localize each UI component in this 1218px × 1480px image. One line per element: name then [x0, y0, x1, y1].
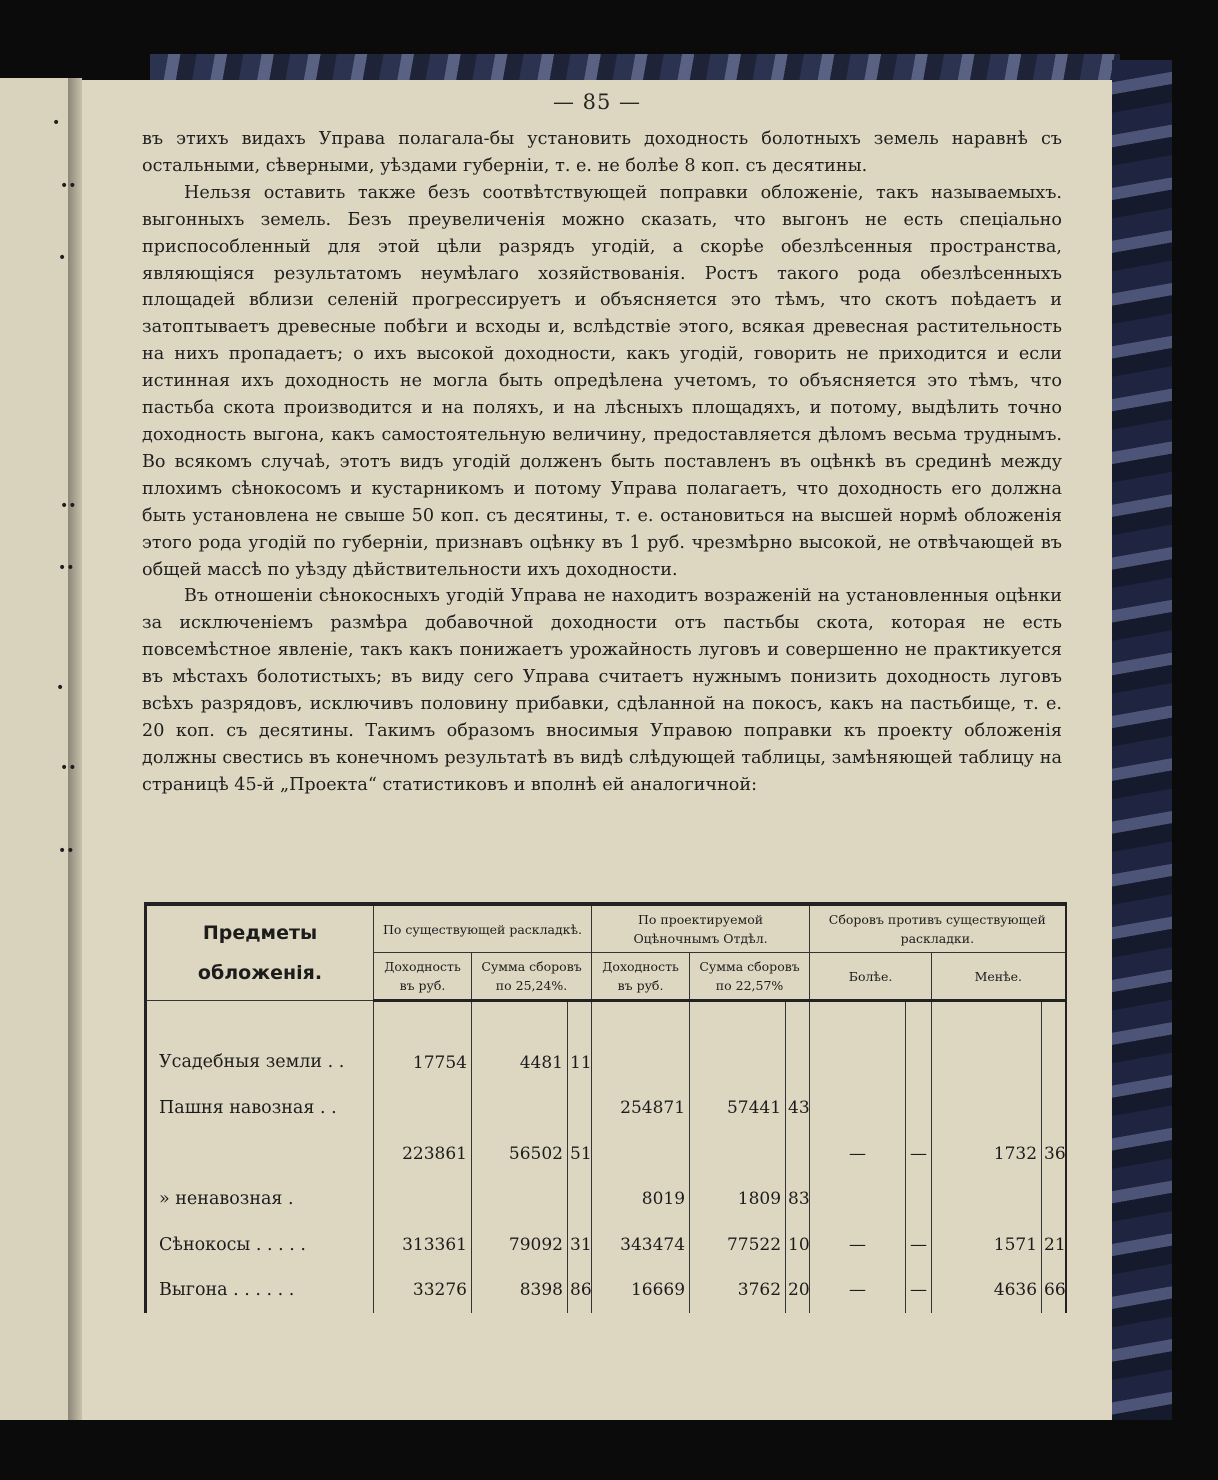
table-row	[146, 1001, 1066, 1086]
margin-mark: ••	[58, 560, 75, 576]
cell-ex-income	[374, 1086, 472, 1132]
cell-ex-income: 17754	[374, 1001, 472, 1086]
body-text	[142, 126, 1062, 799]
cell-less-kop	[1042, 1086, 1066, 1132]
page-number: — 85 —	[552, 90, 642, 114]
cell-more-a	[810, 1086, 906, 1132]
cell-more-a: —	[810, 1131, 906, 1177]
cell-pr-income	[592, 1131, 690, 1177]
book-gutter	[68, 78, 82, 1420]
cell-ex-income: 223861	[374, 1131, 472, 1177]
table-row	[146, 1177, 1066, 1223]
tax-table-wrap	[144, 902, 1064, 1422]
header-income-projected: Доходность въ руб.	[592, 953, 690, 1001]
cell-more-b: —	[906, 1268, 932, 1314]
header-existing: По существующей раскладкѣ.	[374, 904, 592, 953]
cell-ex-kop: 31	[568, 1222, 592, 1268]
row-name: Сѣнокосы . . . . .	[146, 1222, 374, 1268]
cell-less-kop: 21	[1042, 1222, 1066, 1268]
cell-less-rub: 1732	[932, 1131, 1042, 1177]
cell-pr-income: 16669	[592, 1268, 690, 1314]
cell-less-kop	[1042, 1177, 1066, 1223]
cell-less-kop: 36	[1042, 1131, 1066, 1177]
row-name: Усадебныя земли . .	[146, 1001, 374, 1086]
cell-less-rub	[932, 1001, 1042, 1086]
cell-ex-kop: 11	[568, 1001, 592, 1086]
paragraph-2: Нельзя оставить также безъ соотвѣтствующей поправки обложенiе, такъ называемыхъ. выгонныхъ земель. Безъ преувеличенiя можно сказать, что выгонъ не есть спецiально приспособленный для этой цѣли разрядъ угодiй, а скорѣе обезлѣсенныя пространства, являющiяся результатомъ неумѣлаго хозяйствованiя. Ростъ такого рода обезлѣсенныхъ площадей вблизи селенiй прогрессируетъ и объясняется это тѣмъ, что скотъ поѣдаетъ и затоптываетъ древесные побѣги и всходы и, вслѣдствiе этого, всякая древесная растительность на нихъ пропадаетъ; о ихъ высокой доходности, какъ угодiй, говорить не приходится и если истинная ихъ доходность не могла быть опредѣлена учетомъ, то объясняется это тѣмъ, что пастьба скота производится и на поляхъ, и на лѣсныхъ площадяхъ, и потому, выдѣлить точно доходность выгона, какъ самостоятельную величину, предоставляется дѣломъ весьма труднымъ. Во всякомъ случаѣ, этотъ видъ угодiй долженъ быть поставленъ въ оцѣнкѣ въ срединѣ между плохимъ сѣнокосомъ и кустарникомъ и потому Управа полагаетъ, что доходность его должна быть установлена не свыше 50 коп. съ десятины, т. е. остановиться на высшей нормѣ обложенiя этого рода угодiй по губернiи, признавъ оцѣнку въ 1 руб. чрезмѣрно высокой, не отвѣчающей въ общей массѣ по уѣзду дѣйствительности ихъ доходности.	[142, 182, 1062, 580]
cell-less-kop	[1042, 1001, 1066, 1086]
cell-less-rub: 1571	[932, 1222, 1042, 1268]
cell-pr-kop	[786, 1131, 810, 1177]
cell-ex-rub: 56502	[472, 1131, 568, 1177]
header-more: Болѣе.	[810, 953, 932, 1001]
cell-ex-rub: 79092	[472, 1222, 568, 1268]
left-page-edge	[0, 78, 70, 1420]
cell-less-rub	[932, 1177, 1042, 1223]
row-name: Пашня навозная . .	[146, 1086, 374, 1132]
cell-pr-income	[592, 1001, 690, 1086]
cell-more-a	[810, 1001, 906, 1086]
cell-pr-income: 8019	[592, 1177, 690, 1223]
margin-mark: •	[58, 250, 67, 266]
cell-pr-kop: 10	[786, 1222, 810, 1268]
cell-ex-kop	[568, 1177, 592, 1223]
book-cover-right	[1112, 60, 1172, 1420]
cell-pr-income: 343474	[592, 1222, 690, 1268]
cell-more-b: —	[906, 1222, 932, 1268]
cell-more-b	[906, 1177, 932, 1223]
cell-more-a	[810, 1177, 906, 1223]
cell-pr-kop: 43	[786, 1086, 810, 1132]
table-row	[146, 1086, 1066, 1132]
cell-pr-kop: 20	[786, 1268, 810, 1314]
cell-pr-rub	[690, 1001, 786, 1086]
cell-pr-rub: 3762	[690, 1268, 786, 1314]
cell-more-a: —	[810, 1268, 906, 1314]
cell-pr-rub: 77522	[690, 1222, 786, 1268]
header-versus: Сборовъ противъ существующей раскладки.	[810, 904, 1066, 953]
cell-pr-income: 254871	[592, 1086, 690, 1132]
row-name	[146, 1131, 374, 1177]
cell-more-a: —	[810, 1222, 906, 1268]
table-row	[146, 1131, 1066, 1177]
table-row	[146, 1268, 1066, 1314]
header-less: Менѣе.	[932, 953, 1066, 1001]
table-row	[146, 1222, 1066, 1268]
margin-mark: •	[56, 680, 65, 696]
cell-ex-kop: 51	[568, 1131, 592, 1177]
cell-ex-rub: 8398	[472, 1268, 568, 1314]
header-sum-projected: Сумма сборовъ по 22,57%	[690, 953, 810, 1001]
row-name: Выгона . . . . . .	[146, 1268, 374, 1314]
cell-ex-income: 313361	[374, 1222, 472, 1268]
cell-more-b: —	[906, 1131, 932, 1177]
cell-pr-rub: 57441	[690, 1086, 786, 1132]
row-name: » ненавозная .	[146, 1177, 374, 1223]
cell-ex-income: 33276	[374, 1268, 472, 1314]
margin-mark: ••	[60, 178, 77, 194]
header-income: Доходность въ руб.	[374, 953, 472, 1001]
cell-ex-rub	[472, 1086, 568, 1132]
paragraph-3: Въ отношенiи сѣнокосныхъ угодiй Управа не находитъ возраженiй на установленныя оцѣнки за исключенiемъ размѣра добавочной доходности отъ пастьбы скота, которая не есть повсемѣстное явленiе, такъ какъ понижаетъ урожайность луговъ и совершенно не практикуется въ мѣстахъ болотистыхъ; въ виду сего Управа считаетъ нужнымъ понизить доходность луговъ всѣхъ разрядовъ, исключивъ половину прибавки, сдѣланной на покосъ, какъ на пастьбище, т. е. 20 коп. съ десятины. Такимъ образомъ вносимыя Управою поправки къ проекту обложенiя должны свестись въ конечномъ результатѣ въ видѣ слѣдующей таблицы, замѣняющей таблицу на страницѣ 45-й „Проекта“ статистиковъ и вполнѣ ей аналогичной:	[142, 586, 1062, 795]
cell-pr-rub: 1809	[690, 1177, 786, 1223]
cell-ex-kop	[568, 1086, 592, 1132]
cell-ex-income	[374, 1177, 472, 1223]
cell-ex-rub	[472, 1177, 568, 1223]
cell-pr-kop	[786, 1001, 810, 1086]
paragraph-1: въ этихъ видахъ Управа полагала-бы установить доходность болотныхъ земель наравнѣ съ остальными, сѣверными, уѣздами губернiи, т. е. не болѣе 8 коп. съ десятины.	[142, 129, 1062, 176]
header-projected: По проектируемой Оцѣночнымъ Отдѣл.	[592, 904, 810, 953]
cell-less-rub	[932, 1086, 1042, 1132]
margin-mark: •	[52, 115, 61, 131]
cell-less-kop: 66	[1042, 1268, 1066, 1314]
header-sum-existing: Сумма сборовъ по 25,24%.	[472, 953, 592, 1001]
cell-pr-rub	[690, 1131, 786, 1177]
margin-mark: ••	[60, 498, 77, 514]
cell-more-b	[906, 1001, 932, 1086]
margin-mark: ••	[60, 760, 77, 776]
cell-more-b	[906, 1086, 932, 1132]
cell-pr-kop: 83	[786, 1177, 810, 1223]
book-page	[82, 80, 1112, 1420]
cell-less-rub: 4636	[932, 1268, 1042, 1314]
margin-mark: ••	[58, 843, 75, 859]
cell-ex-rub: 4481	[472, 1001, 568, 1086]
cell-ex-kop: 86	[568, 1268, 592, 1314]
tax-table	[144, 902, 1067, 1313]
header-subject: Предметы обложенiя.	[146, 904, 374, 1001]
